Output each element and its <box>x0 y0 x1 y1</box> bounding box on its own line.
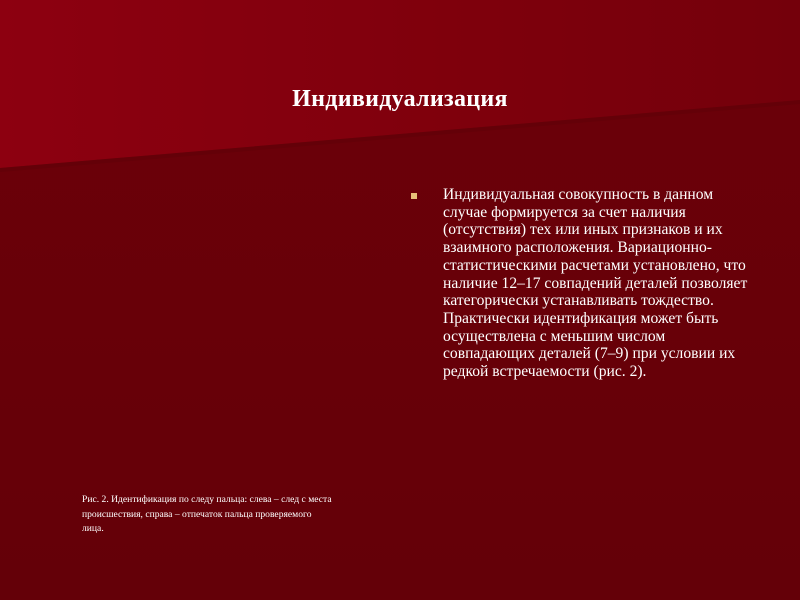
slide-title: Индивидуализация <box>292 86 508 112</box>
bullet-text: Индивидуальная совокупность в данном случае формируется за счет наличия (отсутствия) тех или иных признаков и их взаимного расположения. Вариационно-статистическими расчетами установлено, что наличие 12–17 совпадений деталей позволяет категорически устанавливать тождество. Практически идентификация может быть осуществлена с меньшим числом совпадающих деталей (7–9) при условии их редкой встречаемости (рис. 2). <box>443 186 748 381</box>
bullet-list-item <box>411 186 751 381</box>
square-bullet-icon <box>411 193 417 199</box>
figure-caption: Рис. 2. Идентификация по следу пальца: слева – след с места происшествия, справа – отпечаток пальца проверяемого лица. <box>82 494 332 534</box>
